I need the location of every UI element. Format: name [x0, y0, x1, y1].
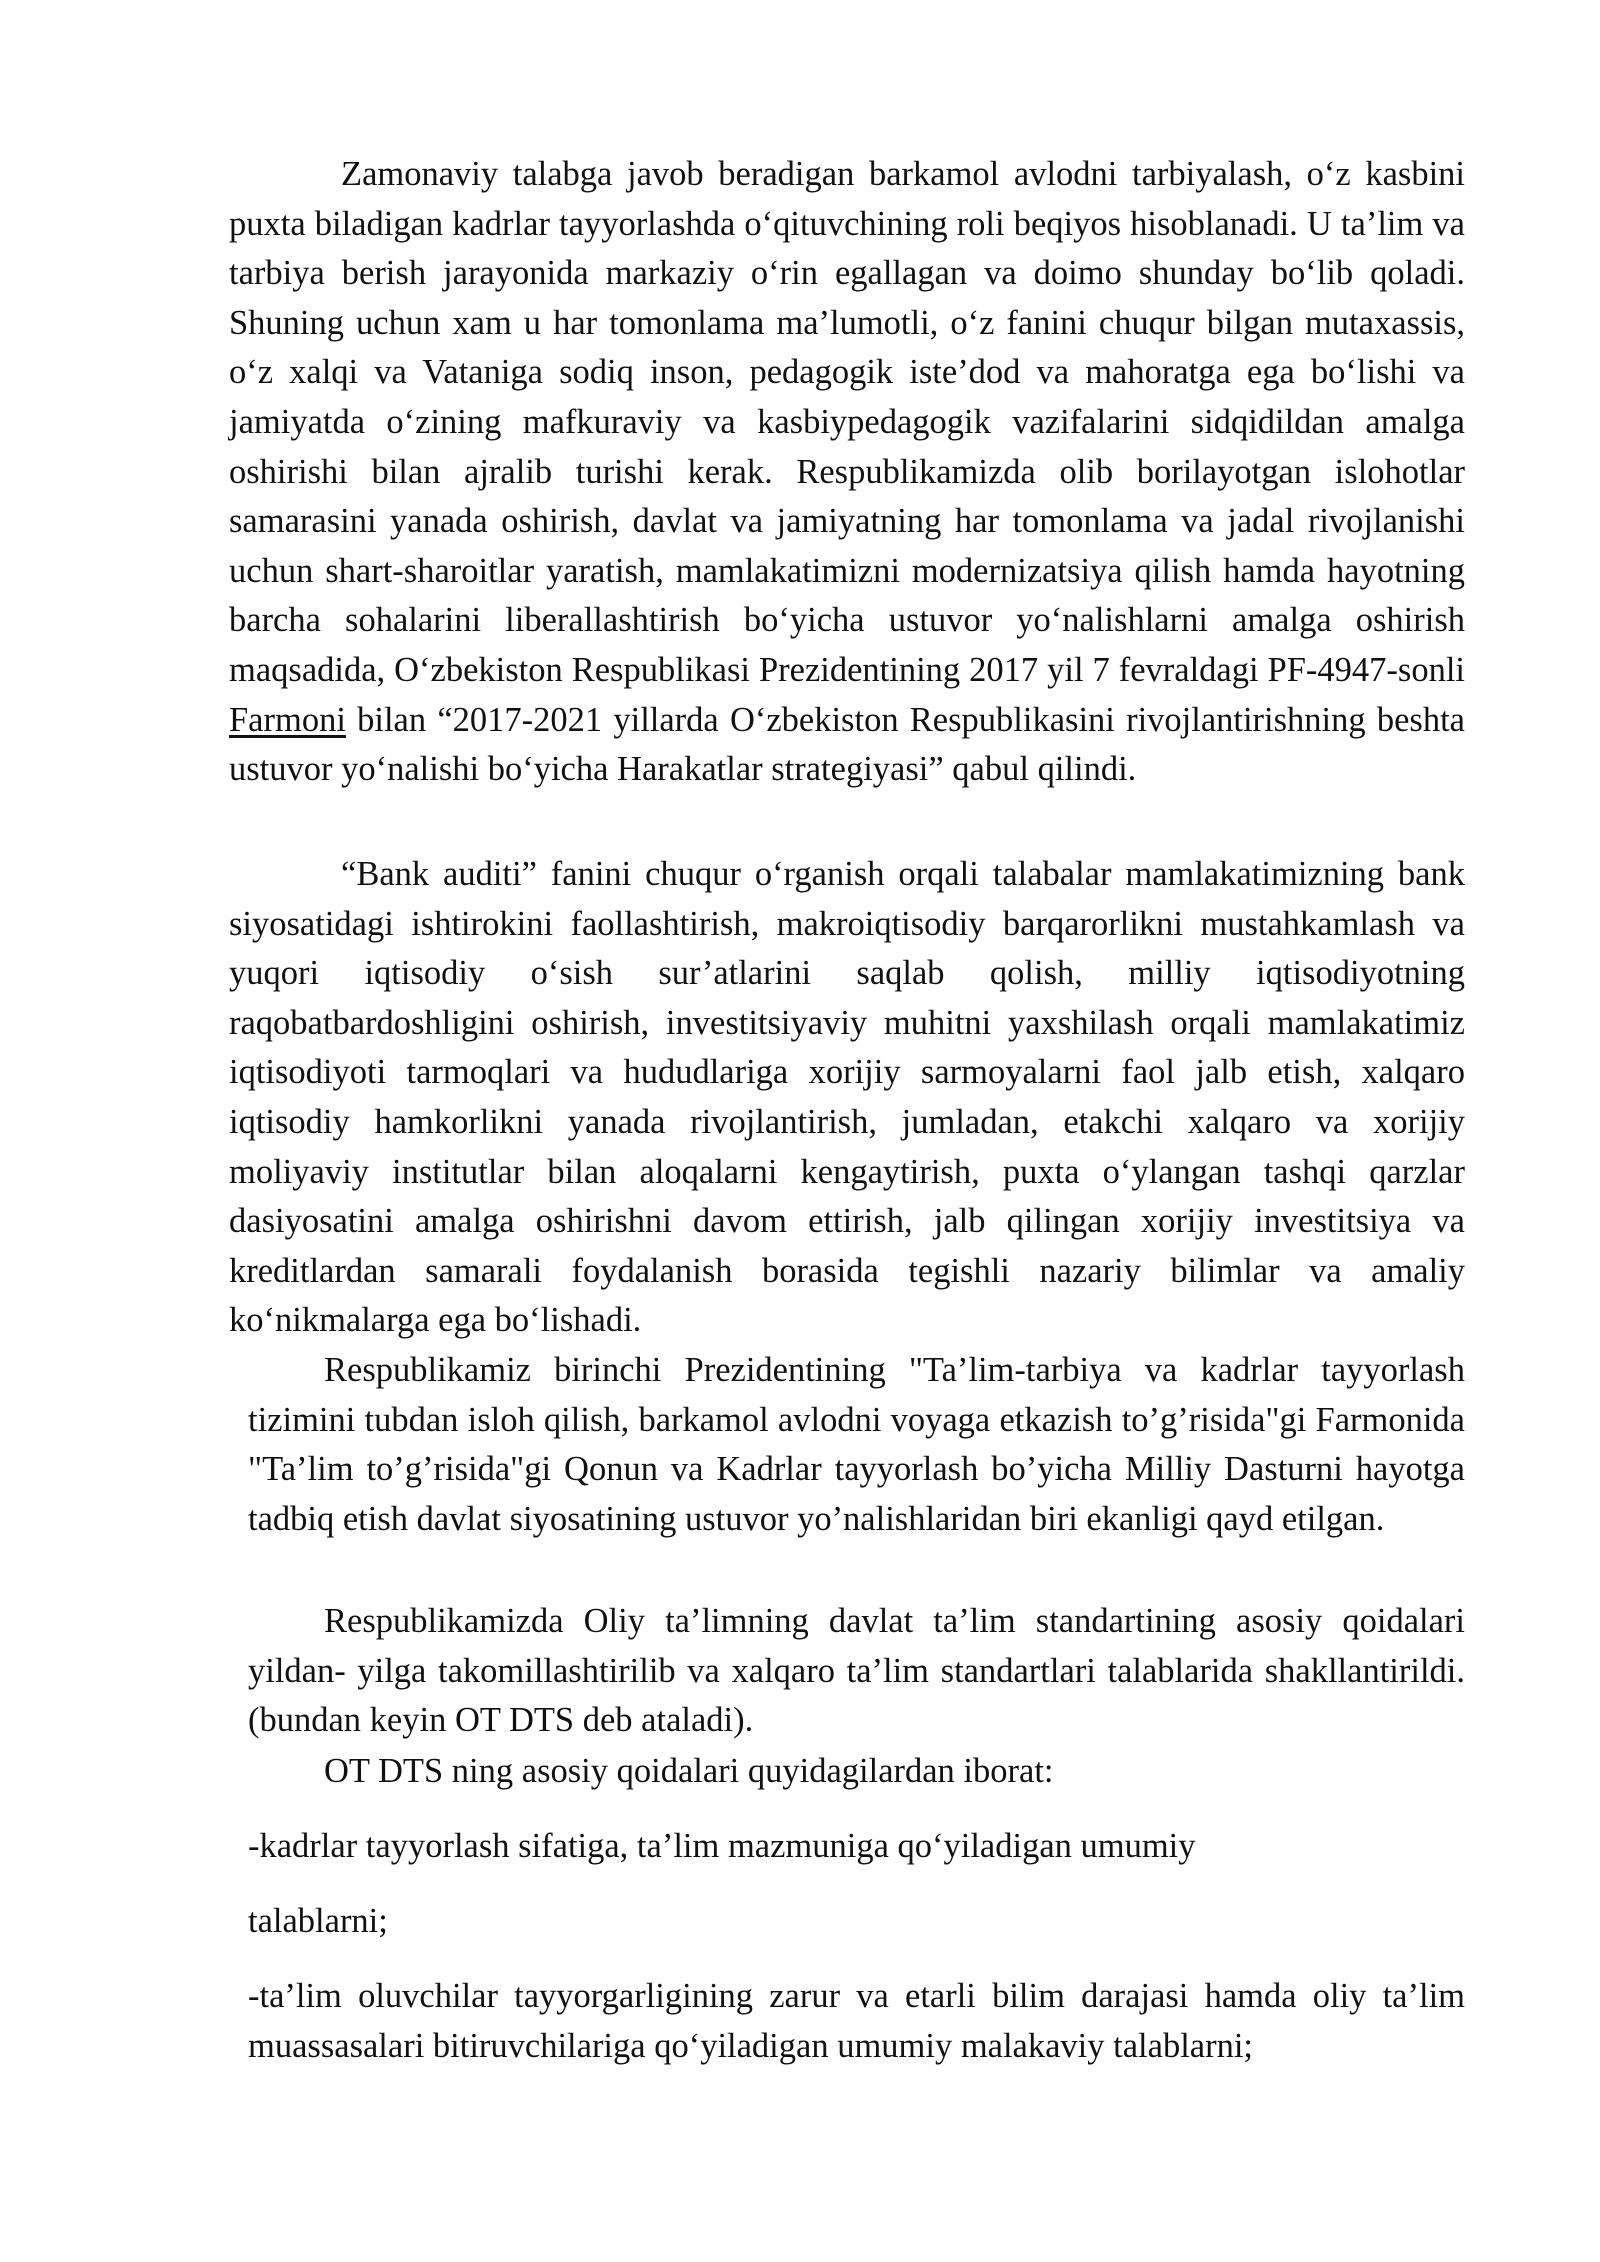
- list-item-requirements: -kadrlar tayyorlash sifatiga, ta’lim mazmuniga qo‘yiladigan umumiy: [248, 1827, 1196, 1865]
- list-item-qualification-requirements: -ta’lim oluvchilar tayyorgarligining zarur va etarli bilim darajasi hamda oliy ta’lim muassasalari bitiruvchilariga qo‘yiladigan umumiy malakaviy talablarni;: [248, 1977, 1465, 2065]
- paragraph-introduction-text: Zamonaviy talabga javob beradigan barkamol avlodni tarbiyalash, o‘z kasbini puxta biladigan kadrlar tayyorlashda o‘qituvchining roli beqiyos hisoblanadi. U ta’lim va tarbiya berish jarayonida markaziy o‘rin egallagan va doimo shunday bo‘lib qoladi. Shuning uchun xam u har tomonlama ma’lumotli, o‘z fanini chuqur bilgan mutaxassis, o‘z xalqi va Vataniga sodiq inson, pedagogik iste’dod va mahoratga ega bo‘lishi va jamiyatda o‘zining mafkuraviy va kasbiypedagogik vazifalarini sidqidildan amalga oshirishi bilan ajralib turishi kerak. Respublikamizda olib borilayotgan islohotlar samarasini yanada oshirish, davlat va jamiyatning har tomonlama va jadal rivojlanishi uchun shart-sharoitlar yaratish, mamlakatimizni modernizatsiya qilish hamda hayotning barcha sohalarini liberallashtirish bo‘yicha ustuvor yo‘nalishlarni amalga oshirish maqsadida, O‘zbekiston Respublikasi Prezidentining 2017 yil 7 fevraldagi PF-4947-sonli: [229, 155, 1465, 689]
- list-item-requirements-continued: talablarni;: [248, 1902, 388, 1940]
- paragraph-introduction-text-end: bilan “2017-2021 yillarda O‘zbekiston Respublikasini rivojlantirishning beshta ustuvor yo‘nalishi bo‘yicha Harakatlar strategiyasi” qabul qilindi.: [229, 700, 1465, 789]
- paragraph-ot-dts-intro: OT DTS ning asosiy qoidalari quyidagilardan iborat:: [324, 1752, 1054, 1790]
- paragraph-introduction: [229, 150, 1465, 795]
- paragraph-president-decree: Respublikamiz birinchi Prezidentining "Ta’lim-tarbiya va kadrlar tayyorlash tizimini tubdan isloh qilish, barkamol avlodni voyaga etkazish to’g’risida"gi Farmonida "Ta’lim to’g’risida"gi Qonun va Kadrlar tayyorlash bo’yicha Milliy Dasturni hayotga tadbiq etish davlat siyosatining ustuvor yo’nalishlaridan biri ekanligi qayd etilgan.: [248, 1351, 1465, 1538]
- farmoni-link[interactable]: Farmoni: [229, 700, 346, 739]
- paragraph-higher-education-standard: Respublikamizda Oliy ta’limning davlat ta’lim standartining asosiy qoidalari yildan- yilga takomillashtirilib va xalqaro ta’lim standartlari talablarida shakllantirildi. (bundan keyin OT DTS deb ataladi).: [248, 1602, 1465, 1740]
- paragraph-bank-audit: “Bank auditi” fanini chuqur o‘rganish orqali talabalar mamlakatimizning bank siyosatidagi ishtirokini faollashtirish, makroiqtisodiy barqarorlikni mustahkamlash va yuqori iqtisodiy o‘sish sur’atlarini saqlab qolish, milliy iqtisodiyotning raqobatbardoshligini oshirish, investitsiyaviy muhitni yaxshilash orqali mamlakatimiz iqtisodiyoti tarmoqlari va hududlariga xorijiy sarmoyalarni faol jalb etish, xalqaro iqtisodiy hamkorlikni yanada rivojlantirish, jumladan, etakchi xalqaro va xorijiy moliyaviy institutlar bilan aloqalarni kengaytirish, puxta o‘ylangan tashqi qarzlar dasiyosatini amalga oshirishni davom ettirish, jalb qilingan xorijiy investitsiya va kreditlardan samarali foydalanish borasida tegishli nazariy bilimlar va amaliy ko‘nikmalarga ega bo‘lishadi.: [229, 855, 1465, 1340]
